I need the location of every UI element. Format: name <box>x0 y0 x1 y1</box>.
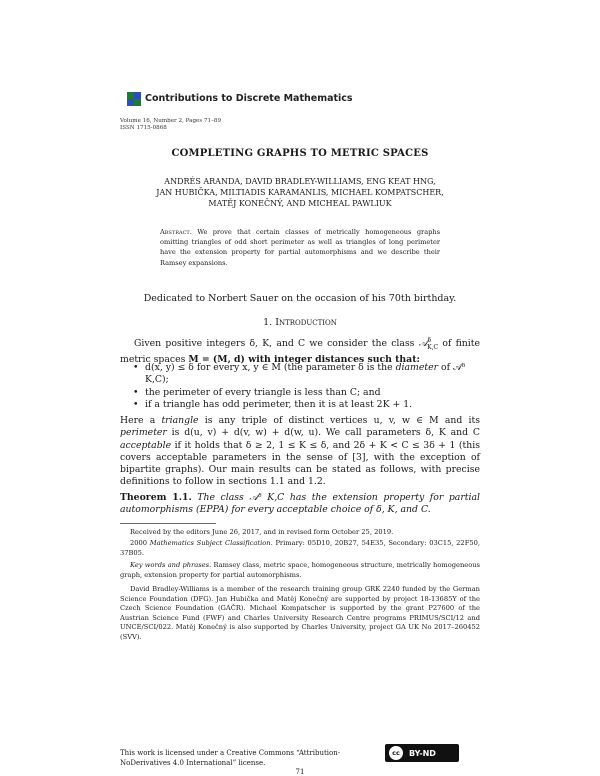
term-perimeter: perimeter <box>120 427 167 439</box>
paragraph-text: is any triple of distinct vertices u, v, w ∈ M and its <box>198 415 480 426</box>
definitions-paragraph <box>120 415 480 489</box>
author-line: ANDRÉS ARANDA, DAVID BRADLEY-WILLIAMS, ENG KEAT HNG, <box>164 177 436 186</box>
abstract-text: We prove that certain classes of metrically homogeneous graphs omitting triangles of odd short perimeter as well as triangles of long perimeter have the extension property for partial automorphisms and we describe their Ramsey expansions. <box>160 228 440 267</box>
license-line: NoDerivatives 4.0 International” license. <box>120 759 266 767</box>
footnote-funding: David Bradley-Williams is a member of the research training group GRK 2240 funded by the German Science Foundation (DFG). Jan Hubička and Matěj Konečný are supported by project 18-13685Y of the Czech Science Foundation (GAČR). Michael Kompatscher is supported by the grant P27600 of the Austrian Science Fund (FWF) and Charles University Research Centre programs PRIMUS/SCI/12 and UNCE/SCI/022. Matěj Konečný is also supported by Charles University, project GA UK No 2017–260452 (SVV). <box>120 585 480 641</box>
footnote-rule <box>120 523 216 524</box>
cc-by-nd-badge[interactable] <box>385 744 459 762</box>
issn-line: ISSN 1715-0868 <box>120 125 167 131</box>
journal-logo <box>127 92 141 106</box>
list-item <box>133 399 480 411</box>
volume-line: Volume 16, Number 2, Pages 71–89 <box>120 118 222 124</box>
class-symbol: 𝒜 <box>418 338 428 350</box>
license-line: This work is licensed under a Creative Commons “Attribution- <box>120 749 341 757</box>
author-line: MATĚJ KONEČNÝ, AND MICHEAL PAWLIUK <box>208 199 392 209</box>
cc-badge-label: BY-ND <box>409 748 436 758</box>
abstract <box>160 227 440 268</box>
paragraph-text: Here a <box>120 415 162 426</box>
paragraph-text: is d(u, v) + d(v, w) + d(w, u). We call parameters δ, K and C <box>166 427 480 439</box>
journal-name: Contributions to Discrete Mathematics <box>145 93 353 104</box>
section-title: Introduction <box>275 317 337 328</box>
keywords-text: Ramsey class, metric space, homogeneous structure, metrically homogeneous graph, extension property for partial automorphisms. <box>120 561 480 579</box>
msc-year: 2000 <box>130 539 148 547</box>
volume-info <box>120 118 221 132</box>
list-item-emphasis: diameter <box>395 362 439 373</box>
footnote-received: Received by the editors June 26, 2017, and in revised form October 25, 2019. <box>130 528 394 536</box>
footnote-msc <box>120 539 480 558</box>
list-item-text: d(x, y) ≤ δ for every x, y ∈ M (the parameter δ is the <box>145 362 396 373</box>
footnote-keywords <box>120 561 480 580</box>
term-acceptable: acceptable <box>120 439 172 451</box>
cc-icon: cc <box>389 746 403 760</box>
intro-text: of finite metric spaces <box>120 338 480 366</box>
dedication: Dedicated to Norbert Sauer on the occasion of his 70th birthday. <box>143 293 457 304</box>
condition-list <box>133 362 480 411</box>
intro-text: M = (M, d) with integer distances such that: <box>188 354 420 366</box>
list-item-text: if a triangle has odd perimeter, then it is at least 2K + 1. <box>145 398 413 410</box>
intro-text: Given positive integers δ, K, and C we consider the class <box>134 338 419 350</box>
page-number: 71 <box>295 768 305 776</box>
term-triangle: triangle <box>161 415 199 426</box>
author-line: JAN HUBIČKA, MILTIADIS KARAMANLIS, MICHAEL KOMPATSCHER, <box>156 188 444 198</box>
theorem-text: The class 𝒜ᵟ K,C has the extension property for partial automorphisms (EPPA) for every acceptable choice of δ, K, and C. <box>120 492 480 516</box>
class-sup: δ <box>427 337 432 344</box>
abstract-label: Abstract. <box>160 228 192 236</box>
list-item-text: of 𝒜ᵟ K,C); <box>145 362 466 386</box>
class-sub: K,C <box>427 343 439 351</box>
author-list <box>120 176 480 210</box>
list-item <box>133 387 480 399</box>
paragraph-text: if it holds that δ ≥ 2, 1 ≤ K ≤ δ, and 2δ + K < C ≤ 3δ + 1 (this covers acceptable parameters in the sense of [3], with the exception of bipartite graphs). Our main results can be stated as follows, with precise definitions to follow in sections 1.1 and 1.2. <box>120 439 480 488</box>
list-item <box>133 362 480 387</box>
theorem <box>120 492 480 517</box>
section-heading <box>0 317 600 328</box>
license-text <box>120 748 370 768</box>
keywords-label: Key words and phrases. <box>130 561 212 569</box>
list-item-text: the perimeter of every triangle is less than C; and <box>145 386 381 398</box>
theorem-label: Theorem 1.1. <box>120 492 192 503</box>
paper-title: COMPLETING GRAPHS TO METRIC SPACES <box>171 148 429 159</box>
msc-text: Primary: 05D10, 20B27, 54E35, Secondary: 03C15, 22F50, 37B05. <box>120 539 480 557</box>
msc-label: Mathematics Subject Classification. <box>149 539 273 547</box>
section-number: 1. <box>263 317 273 328</box>
